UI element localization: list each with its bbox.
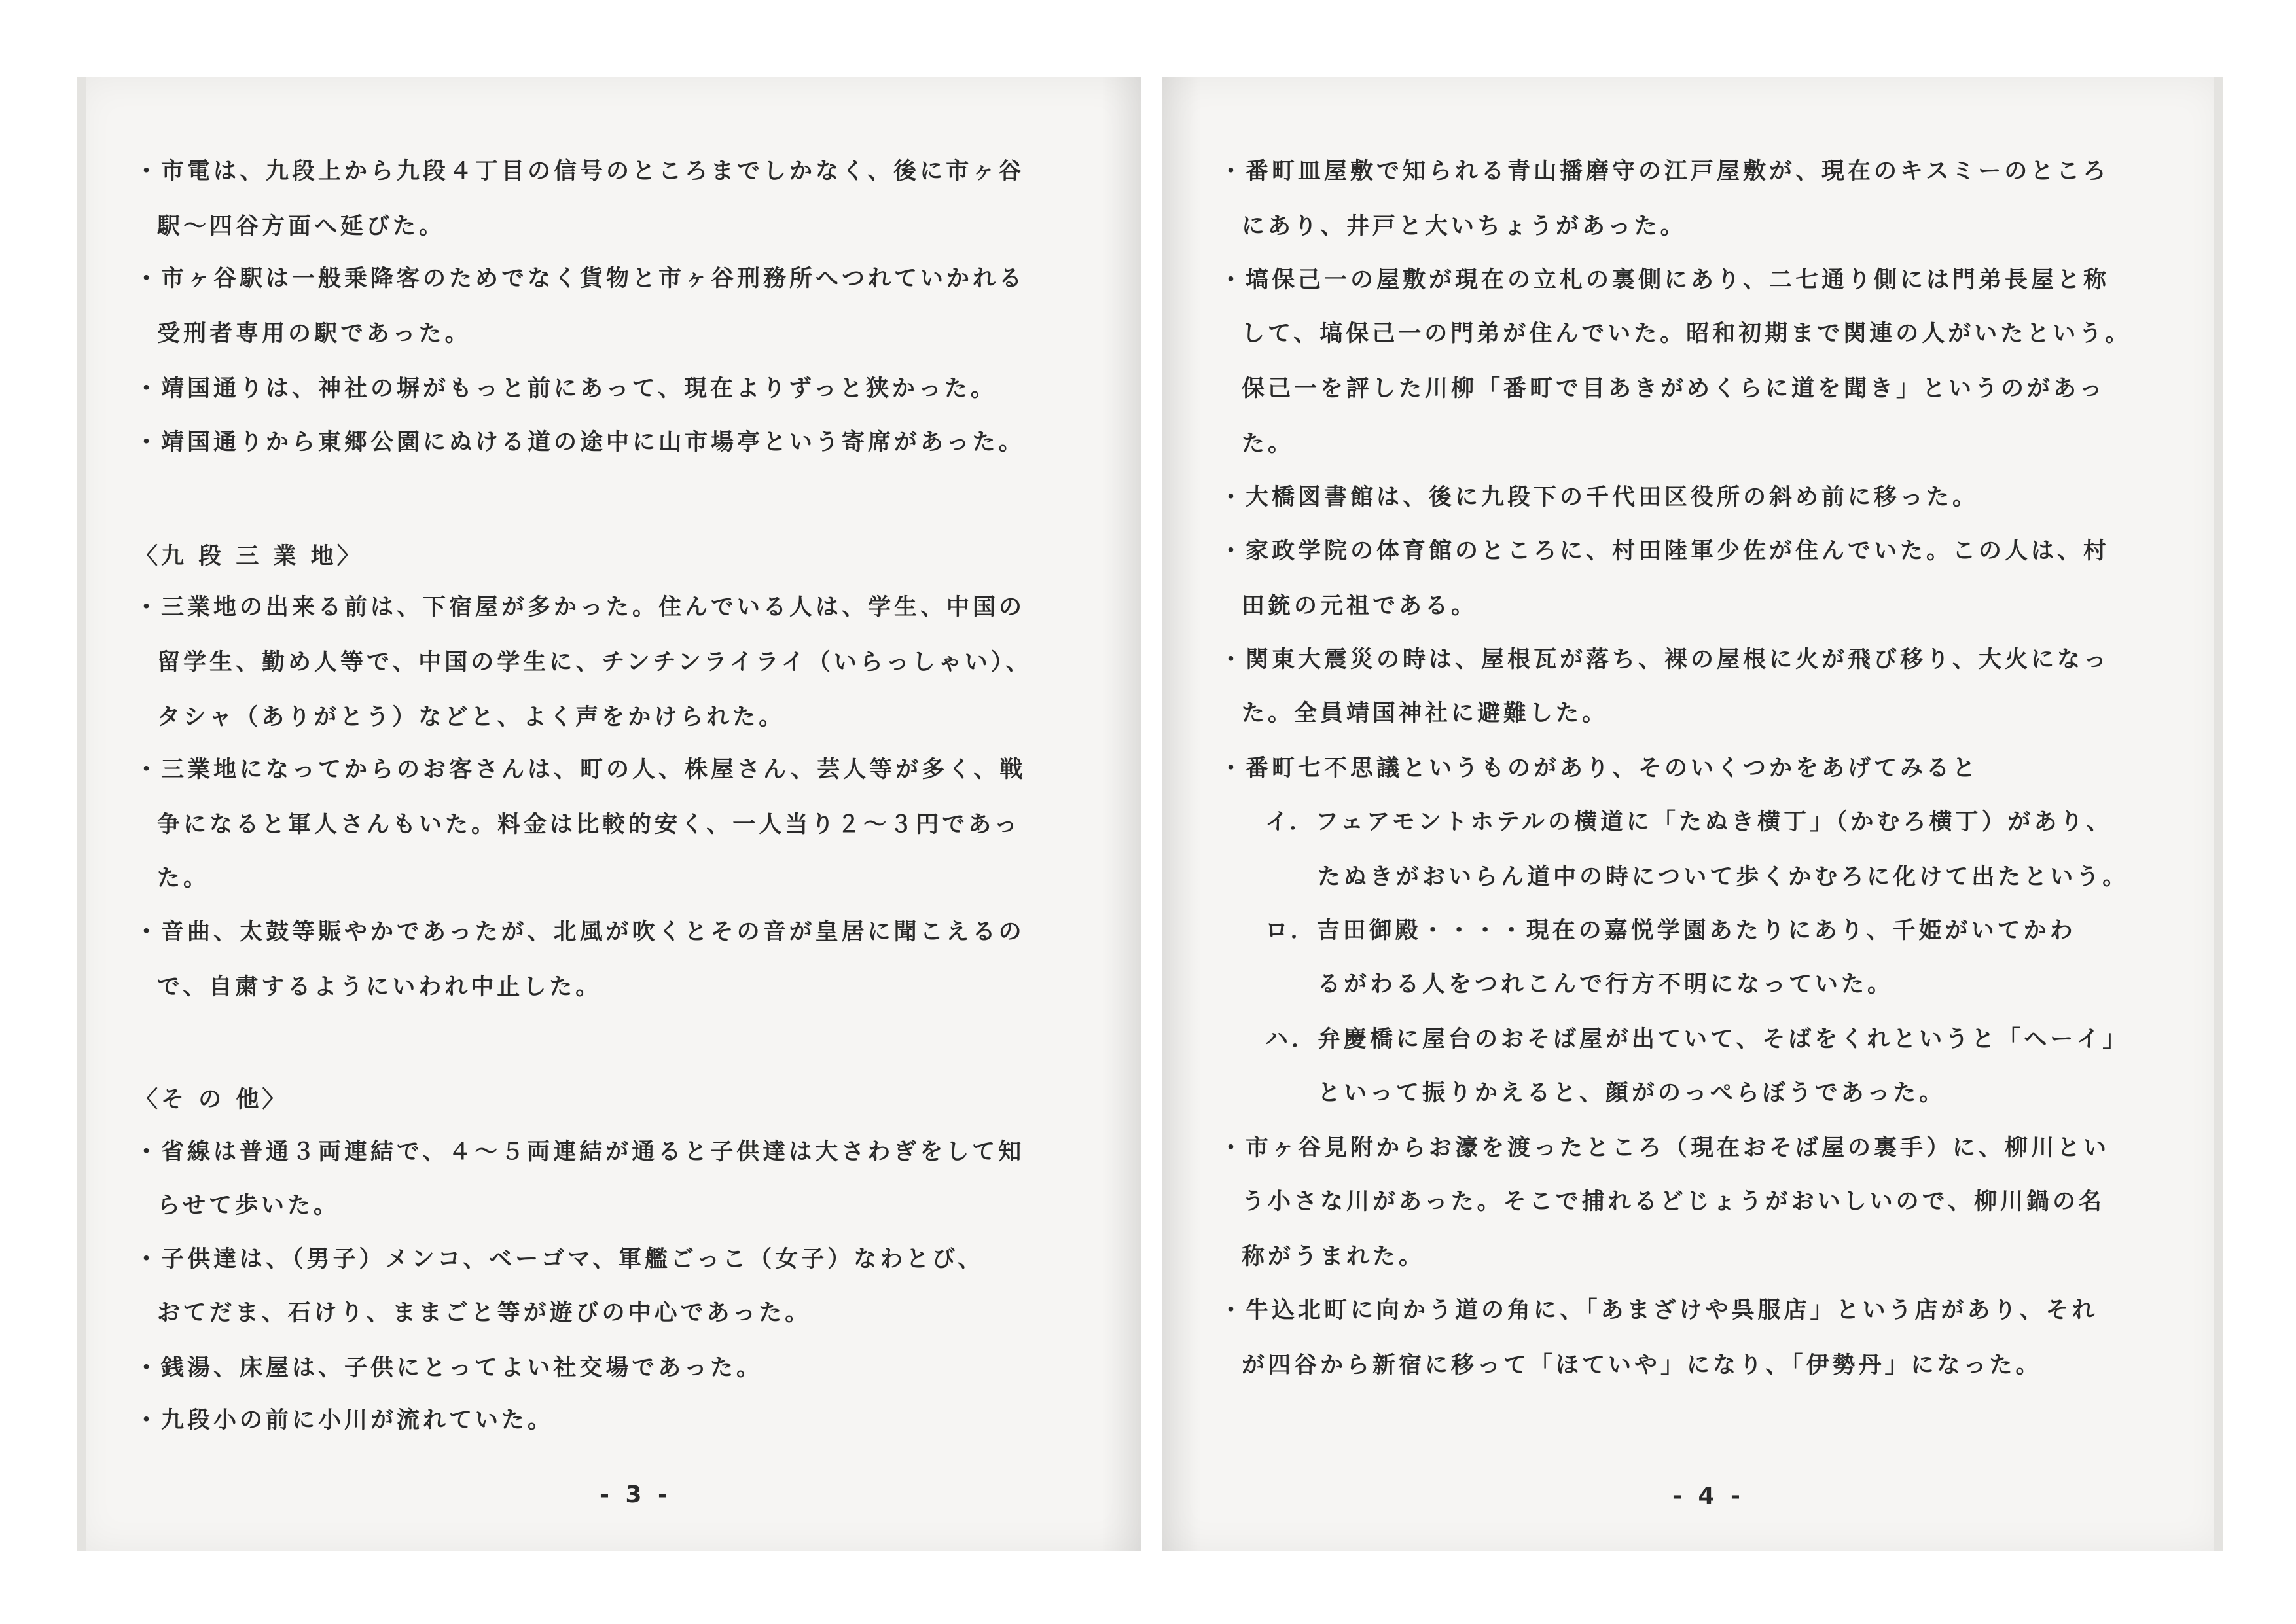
text-line: ・省線は普通３両連結で、４～５両連結が通ると子供達は大さわぎをして知 — [135, 1139, 1025, 1165]
text-line: 田銃の元祖である。 — [1242, 593, 1478, 619]
text-line: ・音曲、太鼓等賑やかであったが、北風が吹くとその音が皇居に聞こえるの — [135, 919, 1025, 945]
section-heading: 〈九 段 三 業 地〉 — [135, 543, 363, 569]
list-item: ハ．弁慶橋に屋台のおそば屋が出ていて、そばをくれというと「へーイ」 — [1265, 1026, 2129, 1053]
text-line: ・塙保己一の屋敷が現在の立札の裏側にあり、二七通り側には門弟長屋と称 — [1219, 267, 2110, 293]
text-line: ・家政学院の体育館のところに、村田陸軍少佐が住んでいた。この人は、村 — [1219, 538, 2110, 564]
page-number: - 3 - — [600, 1481, 672, 1508]
text-line: らせて歩いた。 — [157, 1193, 340, 1219]
page-number: - 4 - — [1672, 1483, 1744, 1509]
text-line: ・靖国通りから東郷公園にぬける道の途中に山市場亭という寄席があった。 — [135, 429, 1025, 456]
section-heading: 〈そ の 他〉 — [135, 1087, 289, 1113]
text-line: おてだま、石けり、ままごと等が遊びの中心であった。 — [157, 1300, 812, 1326]
text-line: ・銭湯、床屋は、子供にとってよい社交場であった。 — [135, 1355, 762, 1381]
text-line: ・番町七不思議というものがあり、そのいくつかをあげてみると — [1219, 755, 1979, 782]
text-line: にあり、井戸と大いちょうがあった。 — [1242, 213, 1687, 240]
list-item: イ．フェアモントホテルの横道に「たぬき横丁」（かむろ横丁）があり、 — [1265, 809, 2113, 835]
spine-shadow — [1162, 77, 1201, 1551]
text-line: 留学生、勤め人等で、中国の学生に、チンチンライライ（いらっしゃい）、 — [157, 649, 1032, 676]
text-line: 称がうまれた。 — [1242, 1244, 1426, 1270]
text-line: といって振りかえると、顔がのっぺらぼうであった。 — [1318, 1080, 1946, 1106]
text-line: ・靖国通りは、神社の塀がもっと前にあって、現在よりずっと狭かった。 — [135, 376, 997, 402]
text-line: ・牛込北町に向かう道の角に、「あまざけや呉服店」という店があり、それ — [1219, 1297, 2098, 1324]
text-line: ・三業地になってからのお客さんは、町の人、株屋さん、芸人等が多く、戦 — [135, 757, 1026, 783]
text-line: たぬきがおいらん道中の時について歩くかむろに化けて出たという。 — [1318, 864, 2129, 890]
text-line: して、塙保己一の門弟が住んでいた。昭和初期まで関連の人がいたという。 — [1242, 321, 2132, 347]
text-line: 駅～四谷方面へ延びた。 — [157, 213, 446, 240]
page-edge — [2214, 77, 2223, 1551]
text-line: う小さな川があった。そこで捕れるどじょうがおいしいので、柳川鍋の名 — [1242, 1189, 2105, 1215]
text-line: た。 — [157, 865, 210, 892]
text-line: ・子供達は、（男子）メンコ、ベーゴマ、軍艦ごっこ（女子）なわとび、 — [135, 1246, 984, 1272]
spine-shadow — [1102, 77, 1141, 1551]
page-edge — [77, 77, 86, 1551]
text-line: 受刑者専用の駅であった。 — [157, 321, 471, 347]
text-line: タシャ（ありがとう）などと、よく声をかけられた。 — [157, 704, 785, 731]
text-line: ・番町皿屋敷で知られる青山播磨守の江戸屋敷が、現在のキスミーのところ — [1219, 158, 2109, 185]
text-line: ・大橋図書館は、後に九段下の千代田区役所の斜め前に移った。 — [1219, 484, 1979, 511]
text-line: 保己一を評した川柳「番町で目あきがめくらに道を聞き」というのがあっ — [1242, 376, 2106, 402]
text-line: ・三業地の出来る前は、下宿屋が多かった。住んでいる人は、学生、中国の — [135, 594, 1026, 621]
list-item: ロ．吉田御殿・・・・現在の嘉悦学園あたりにあり、千姫がいてかわ — [1265, 918, 2076, 944]
text-line: で、自粛するようにいわれ中止した。 — [157, 974, 602, 1000]
text-line: るがわる人をつれこんで行方不明になっていた。 — [1318, 971, 1894, 998]
text-line: ・市ヶ谷駅は一般乗降客のためでなく貨物と市ヶ谷刑務所へつれていかれる — [135, 266, 1026, 292]
text-line: 争になると軍人さんもいた。料金は比較的安く、一人当り２～３円であっ — [157, 812, 1020, 838]
left-page — [77, 77, 1141, 1551]
text-line: ・九段小の前に小川が流れていた。 — [135, 1407, 554, 1434]
right-page — [1162, 77, 2223, 1551]
text-line: た。 — [1242, 431, 1295, 457]
text-line: ・市電は、九段上から九段４丁目の信号のところまでしかなく、後に市ヶ谷 — [135, 158, 1025, 185]
text-line: が四谷から新宿に移って「ほていや」になり、「伊勢丹」になった。 — [1242, 1352, 2042, 1379]
text-line: ・関東大震災の時は、屋根瓦が落ち、裸の屋根に火が飛び移り、大火になっ — [1219, 647, 2110, 673]
text-line: ・市ヶ谷見附からお濠を渡ったところ（現在おそば屋の裏手）に、柳川とい — [1219, 1135, 2110, 1161]
text-line: た。全員靖国神社に避難した。 — [1242, 700, 1609, 727]
